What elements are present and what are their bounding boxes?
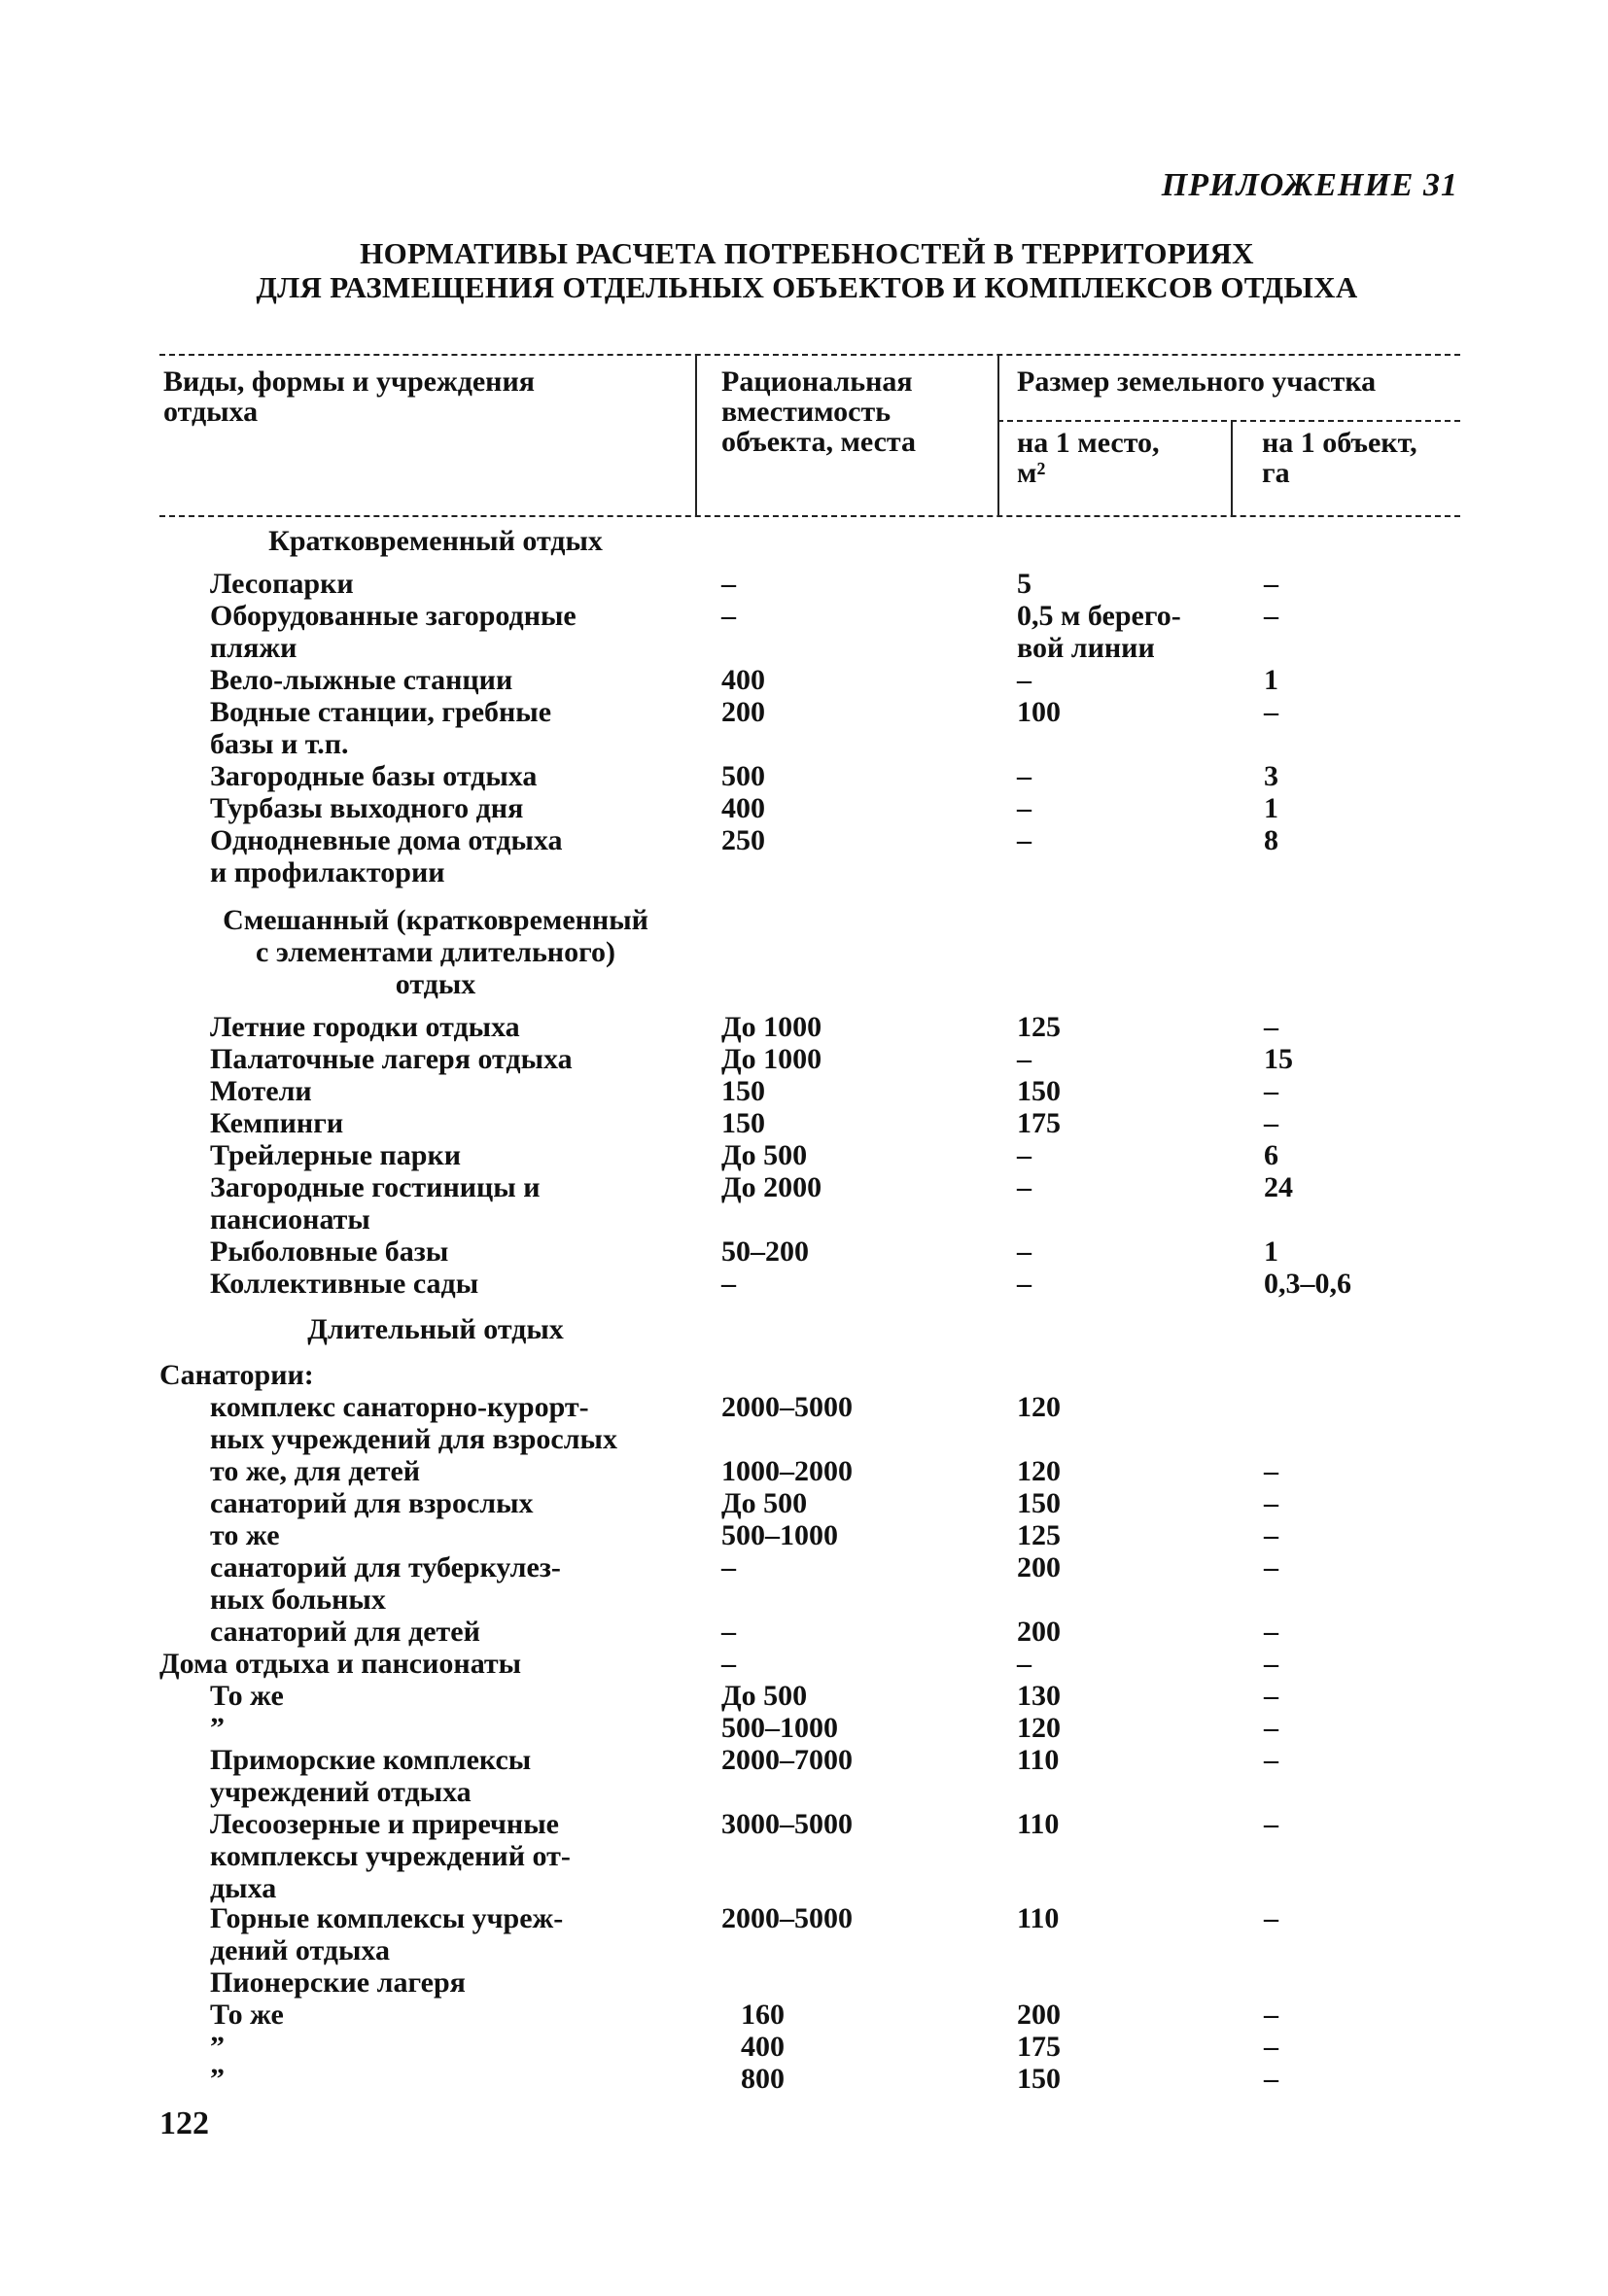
row-per-place: 110 [1017, 1902, 1060, 1934]
row-name: Лесопарки [210, 568, 354, 600]
row-capacity: – [721, 1648, 736, 1680]
row-per-object: – [1264, 1902, 1278, 1934]
row-name: То же [210, 1680, 284, 1712]
header-kinds: Виды, формы и учреждения отдыха [163, 365, 535, 428]
row-name: Загородные гостиницы и пансионаты [210, 1171, 541, 1235]
row-name: Оборудованные загородные пляжи [210, 600, 577, 664]
row-per-place: 150 [1017, 1487, 1061, 1519]
row-capacity: – [721, 600, 736, 632]
page-number: 122 [159, 2105, 209, 2141]
row-capacity: До 500 [721, 1139, 808, 1171]
title-line-2: ДЛЯ РАЗМЕЩЕНИЯ ОТДЕЛЬНЫХ ОБЪЕКТОВ И КОМПЛЕКСОВ ОТДЫХА [256, 270, 1358, 304]
row-capacity: 3000–5000 [721, 1808, 853, 1840]
row-capacity: – [721, 1616, 736, 1648]
row-per-place: 125 [1017, 1011, 1061, 1043]
row-per-place: – [1017, 760, 1031, 792]
table-divider-2 [997, 354, 999, 515]
table-top-rule [159, 354, 1460, 356]
header-per-object: на 1 объект, га [1262, 427, 1417, 489]
table-divider-3 [1231, 420, 1233, 515]
row-per-object: 6 [1264, 1139, 1278, 1171]
row-name: Горные комплексы учреж- дений отдыха [210, 1902, 564, 1966]
row-per-object: 3 [1264, 760, 1278, 792]
row-per-place: 110 [1017, 1808, 1060, 1840]
row-capacity: 800 [741, 2063, 785, 2095]
row-capacity: До 500 [721, 1680, 808, 1712]
row-per-place: – [1017, 1268, 1031, 1300]
row-capacity: 500 [721, 760, 765, 792]
row-per-place: – [1017, 792, 1031, 824]
document-title [156, 236, 1458, 304]
row-name: Мотели [210, 1075, 312, 1107]
row-name: ” [210, 2063, 225, 2095]
row-per-object: – [1264, 696, 1278, 728]
row-capacity: 160 [741, 1999, 785, 2031]
row-name: то же, для детей [210, 1455, 421, 1487]
row-per-object: – [1264, 1712, 1278, 1744]
row-name: Турбазы выходного дня [210, 792, 524, 824]
row-per-place: 120 [1017, 1391, 1061, 1423]
row-per-object: – [1264, 1487, 1278, 1519]
row-per-place: 150 [1017, 1075, 1061, 1107]
row-capacity: – [721, 568, 736, 600]
row-name: Загородные базы отдыха [210, 760, 538, 792]
table-header-bottom-rule [159, 515, 1460, 517]
row-per-place: 150 [1017, 2063, 1061, 2095]
row-capacity: 50–200 [721, 1235, 809, 1268]
row-name: санаторий для детей [210, 1616, 480, 1648]
row-per-place: – [1017, 1043, 1031, 1075]
row-per-place: 130 [1017, 1680, 1061, 1712]
row-name: Летние городки отдыха [210, 1011, 520, 1043]
row-per-object: – [1264, 1616, 1278, 1648]
row-per-place: – [1017, 1648, 1031, 1680]
row-per-place: 125 [1017, 1519, 1061, 1551]
row-capacity: До 2000 [721, 1171, 822, 1203]
row-per-object: 1 [1264, 1235, 1278, 1268]
row-name: санаторий для туберкулез- ных больных [210, 1551, 561, 1616]
row-name: Рыболовные базы [210, 1235, 449, 1268]
row-per-place: 100 [1017, 696, 1061, 728]
row-name: комплекс санаторно-курорт- ных учреждений для взрослых [210, 1391, 617, 1455]
row-name: Лесоозерные и приречные комплексы учреждений от- дыха [210, 1808, 571, 1904]
row-name: Кемпинги [210, 1107, 344, 1139]
row-name: Приморские комплексы учреждений отдыха [210, 1744, 532, 1808]
row-per-place: 200 [1017, 1616, 1061, 1648]
row-per-object: – [1264, 1744, 1278, 1776]
row-per-place: 110 [1017, 1744, 1060, 1776]
row-per-object: – [1264, 1808, 1278, 1840]
row-capacity: 400 [721, 792, 765, 824]
row-per-place: – [1017, 824, 1031, 856]
row-capacity: 500–1000 [721, 1519, 838, 1551]
row-per-place: 120 [1017, 1712, 1061, 1744]
row-per-place: – [1017, 1171, 1031, 1203]
row-per-place: 200 [1017, 1999, 1061, 2031]
row-per-object: – [1264, 1107, 1278, 1139]
row-capacity: До 500 [721, 1487, 808, 1519]
row-per-place: 175 [1017, 1107, 1061, 1139]
row-per-object: 24 [1264, 1171, 1293, 1203]
table-divider-1 [695, 354, 697, 515]
row-per-place: 5 [1017, 568, 1031, 600]
row-per-place: 0,5 м берего- вой линии [1017, 600, 1181, 664]
row-per-place: 120 [1017, 1455, 1061, 1487]
title-line-1: НОРМАТИВЫ РАСЧЕТА ПОТРЕБНОСТЕЙ В ТЕРРИТОРИЯХ [360, 236, 1254, 270]
row-per-object: – [1264, 600, 1278, 632]
row-capacity: 150 [721, 1107, 765, 1139]
row-name: Смешанный (кратковременный с элементами длительного) отдых [223, 904, 648, 1000]
row-per-object: 15 [1264, 1043, 1293, 1075]
row-name: Коллективные сады [210, 1268, 479, 1300]
row-capacity: – [721, 1268, 736, 1300]
row-per-object: 1 [1264, 792, 1278, 824]
row-per-object: – [1264, 1999, 1278, 2031]
row-capacity: До 1000 [721, 1011, 822, 1043]
row-per-object: – [1264, 1551, 1278, 1583]
row-capacity: До 1000 [721, 1043, 822, 1075]
row-per-object: – [1264, 1680, 1278, 1712]
appendix-label: ПРИЛОЖЕНИЕ 31 [1161, 167, 1458, 203]
row-capacity: 150 [721, 1075, 765, 1107]
row-capacity: 500–1000 [721, 1712, 838, 1744]
row-capacity: 250 [721, 824, 765, 856]
row-per-object: – [1264, 1455, 1278, 1487]
row-per-object: 8 [1264, 824, 1278, 856]
row-per-place: 200 [1017, 1551, 1061, 1583]
row-per-object: – [1264, 2031, 1278, 2063]
row-per-object: 0,3–0,6 [1264, 1268, 1351, 1300]
row-name: то же [210, 1519, 280, 1551]
row-name: санаторий для взрослых [210, 1487, 534, 1519]
row-capacity: 2000–5000 [721, 1391, 853, 1423]
row-name: ” [210, 2031, 225, 2063]
row-per-place: – [1017, 1139, 1031, 1171]
row-name: Трейлерные парки [210, 1139, 462, 1171]
row-per-object: 1 [1264, 664, 1278, 696]
row-capacity: – [721, 1551, 736, 1583]
row-capacity: 1000–2000 [721, 1455, 853, 1487]
row-name: Однодневные дома отдыха и профилактории [210, 824, 563, 888]
row-name: То же [210, 1999, 284, 2031]
row-per-place: – [1017, 664, 1031, 696]
row-capacity: 2000–7000 [721, 1744, 853, 1776]
header-land-size: Размер земельного участка [1017, 365, 1377, 398]
row-capacity: 2000–5000 [721, 1902, 853, 1934]
row-per-object: – [1264, 1519, 1278, 1551]
header-capacity: Рациональная вместимость объекта, места [721, 365, 916, 458]
row-name: Водные станции, гребные базы и т.п. [210, 696, 552, 760]
row-name: Кратковременный отдых [268, 525, 603, 557]
row-per-object: – [1264, 2063, 1278, 2095]
row-per-object: – [1264, 568, 1278, 600]
row-name: Вело-лыжные станции [210, 664, 513, 696]
row-per-object: – [1264, 1075, 1278, 1107]
row-name: Палаточные лагеря отдыха [210, 1043, 573, 1075]
row-capacity: 200 [721, 696, 765, 728]
row-name: Дома отдыха и пансионаты [159, 1648, 522, 1680]
header-per-place: на 1 место, м² [1017, 427, 1160, 489]
row-capacity: 400 [741, 2031, 785, 2063]
row-name: ” [210, 1712, 225, 1744]
row-name: Пионерские лагеря [210, 1966, 466, 1999]
row-per-object: – [1264, 1648, 1278, 1680]
row-capacity: 400 [721, 664, 765, 696]
row-name: Длительный отдых [307, 1313, 564, 1345]
table-subheader-rule [997, 420, 1460, 422]
row-per-place: 175 [1017, 2031, 1061, 2063]
row-per-object: – [1264, 1011, 1278, 1043]
row-per-place: – [1017, 1235, 1031, 1268]
row-name: Санатории: [159, 1359, 314, 1391]
